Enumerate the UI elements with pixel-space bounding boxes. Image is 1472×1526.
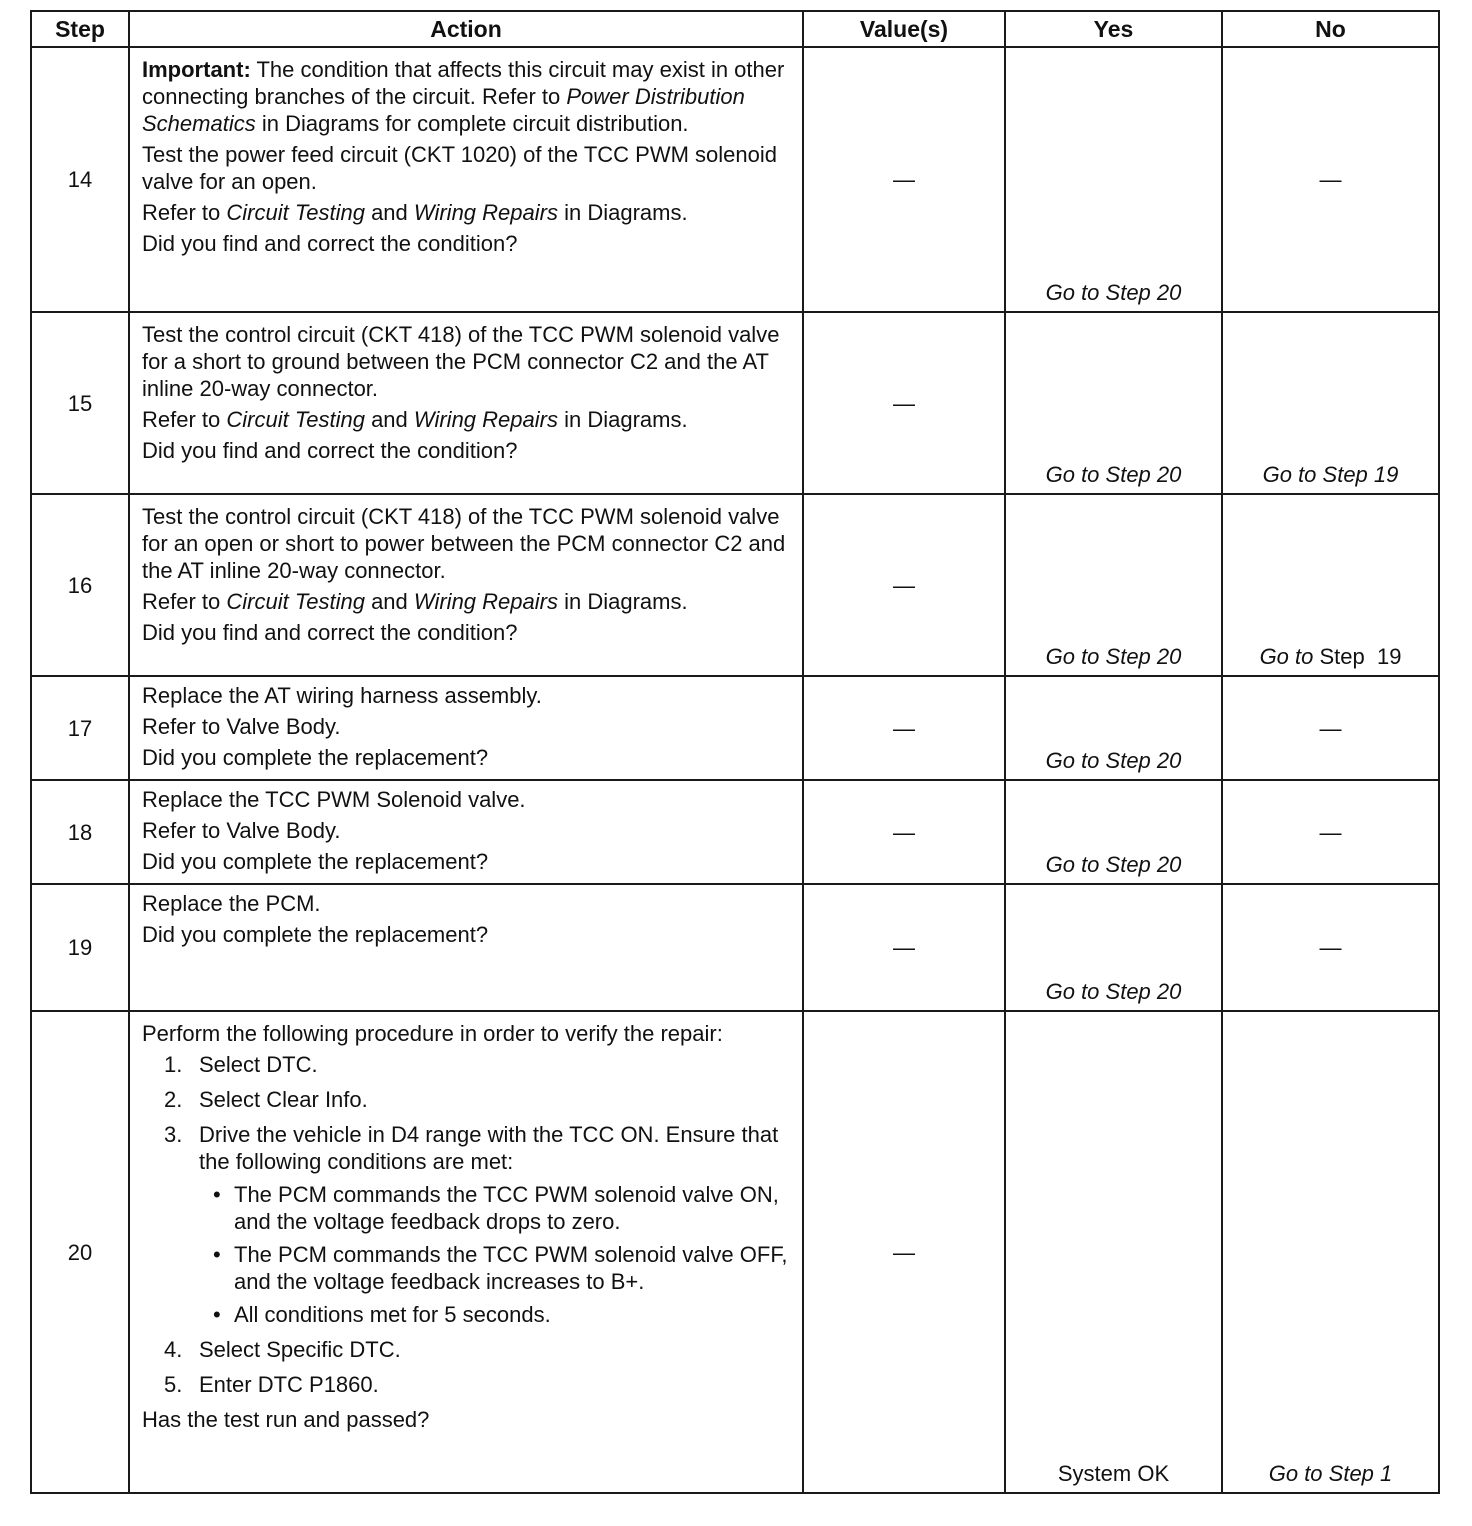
instruction-text: Test the control circuit (CKT 418) of the TCC PWM solenoid valve for an open or short to power between the PCM connector C2 and the AT inline 20-way connector. [142,504,786,583]
yes-cell [1005,312,1222,494]
instruction-text: Perform the following procedure in order to verify the repair: [142,1021,723,1046]
reference-text: Refer to Valve Body. [142,818,341,843]
instruction-text: Replace the AT wiring harness assembly. [142,683,542,708]
reference-link: Power Distribution Schematics [142,84,745,136]
step-number: 16 [31,494,129,676]
list-item: 4. Select Specific DTC. [164,1337,401,1362]
step-number: 17 [31,676,129,780]
no-cell [1222,1011,1439,1493]
list-item: 1. Select DTC. [164,1052,318,1077]
yes-cell [1005,47,1222,312]
no-cell [1222,312,1439,494]
question-text: Did you find and correct the condition? [142,231,518,256]
reference-text: Refer to Circuit Testing and Wiring Repairs in Diagrams. [142,589,688,614]
procedure-list [142,1051,792,1398]
yes-result: Go to Step 20 [1045,979,1182,1004]
yes-result: Go to Step 20 [1045,748,1182,773]
step-number: 15 [31,312,129,494]
instruction-text: Replace the TCC PWM Solenoid valve. [142,787,526,812]
no-cell: — [1222,676,1439,780]
list-item: 5. Enter DTC P1860. [164,1372,379,1397]
reference-link: Circuit Testing [226,200,365,225]
reference-link: Wiring Repairs [413,407,558,432]
table-row [31,1011,1439,1493]
reference-link: Wiring Repairs [413,200,558,225]
condition-list [199,1181,792,1328]
yes-cell [1005,676,1222,780]
no-cell: — [1222,780,1439,884]
yes-result: Go to Step 20 [1045,644,1182,669]
table-row [31,780,1439,884]
yes-cell [1005,884,1222,1011]
important-label: Important: [142,57,251,82]
value-cell: — [803,780,1005,884]
question-text: Did you complete the replacement? [142,745,489,770]
question-text: Did you complete the replacement? [142,849,489,874]
action-cell [129,676,803,780]
diagnostic-table-container [30,10,1438,1494]
table-row [31,494,1439,676]
no-result: Go to Step 1 [1268,1461,1393,1486]
action-cell [129,494,803,676]
yes-result: Go to Step 20 [1045,852,1182,877]
action-cell [129,47,803,312]
reference-link: Circuit Testing [226,407,365,432]
question-text: Has the test run and passed? [142,1407,430,1432]
question-text: Did you find and correct the condition? [142,620,518,645]
yes-result: Go to Step 20 [1045,462,1182,487]
diagnostic-table [30,10,1440,1494]
yes-result: System OK [1057,1461,1170,1486]
reference-text: Refer to Circuit Testing and Wiring Repairs in Diagrams. [142,200,688,225]
step-number: 14 [31,47,129,312]
instruction-text: Replace the PCM. [142,891,321,916]
instruction-text: Test the control circuit (CKT 418) of the TCC PWM solenoid valve for a short to ground between the PCM connector C2 and the AT inline 20-way connector. [142,322,780,401]
list-item: 3. Drive the vehicle in D4 range with the TCC ON. Ensure that the following conditions are met: • The PCM commands the TCC PWM solenoid valve ON, and the voltage feedback drops to zero. • The PCM commands the TCC PWM solenoid valve OFF, and the voltage feedback increases to B+. • All conditions met for 5 seconds. [142,1121,792,1328]
header-values: Value(s) [803,11,1005,47]
list-item: • The PCM commands the TCC PWM solenoid valve OFF, and the voltage feedback increases to B+. [199,1241,792,1295]
header-step: Step [31,11,129,47]
action-cell [129,1011,803,1493]
yes-cell [1005,1011,1222,1493]
list-item: • All conditions met for 5 seconds. [199,1301,792,1328]
value-cell: — [803,47,1005,312]
step-number: 20 [31,1011,129,1493]
table-row [31,884,1439,1011]
reference-text: Refer to Valve Body. [142,714,341,739]
value-cell: — [803,494,1005,676]
action-cell [129,780,803,884]
value-cell: — [803,676,1005,780]
action-cell [129,884,803,1011]
yes-cell [1005,780,1222,884]
yes-result: Go to Step 20 [1045,280,1182,305]
action-cell [129,312,803,494]
no-cell: — [1222,47,1439,312]
important-note: Important: The condition that affects this circuit may exist in other connecting branches of the circuit. Refer to Power Distribution Schematics in Diagrams for complete circuit distribution. [142,57,785,136]
header-row [31,11,1439,47]
list-item: 2. Select Clear Info. [164,1087,368,1112]
no-result: Go to Step 19 [1259,644,1402,669]
reference-link: Wiring Repairs [413,589,558,614]
value-cell: — [803,884,1005,1011]
no-cell: — [1222,884,1439,1011]
table-row [31,676,1439,780]
step-number: 18 [31,780,129,884]
header-no: No [1222,11,1439,47]
header-action: Action [129,11,803,47]
header-yes: Yes [1005,11,1222,47]
value-cell: — [803,1011,1005,1493]
yes-cell [1005,494,1222,676]
value-cell: — [803,312,1005,494]
question-text: Did you complete the replacement? [142,922,489,947]
no-result: Go to Step 19 [1262,462,1399,487]
no-cell [1222,494,1439,676]
reference-link: Circuit Testing [226,589,365,614]
list-item: • The PCM commands the TCC PWM solenoid valve ON, and the voltage feedback drops to zero. [199,1181,792,1235]
table-row [31,312,1439,494]
question-text: Did you find and correct the condition? [142,438,518,463]
step-number: 19 [31,884,129,1011]
table-row [31,47,1439,312]
instruction-text: Test the power feed circuit (CKT 1020) of the TCC PWM solenoid valve for an open. [142,142,778,194]
reference-text: Refer to Circuit Testing and Wiring Repairs in Diagrams. [142,407,688,432]
